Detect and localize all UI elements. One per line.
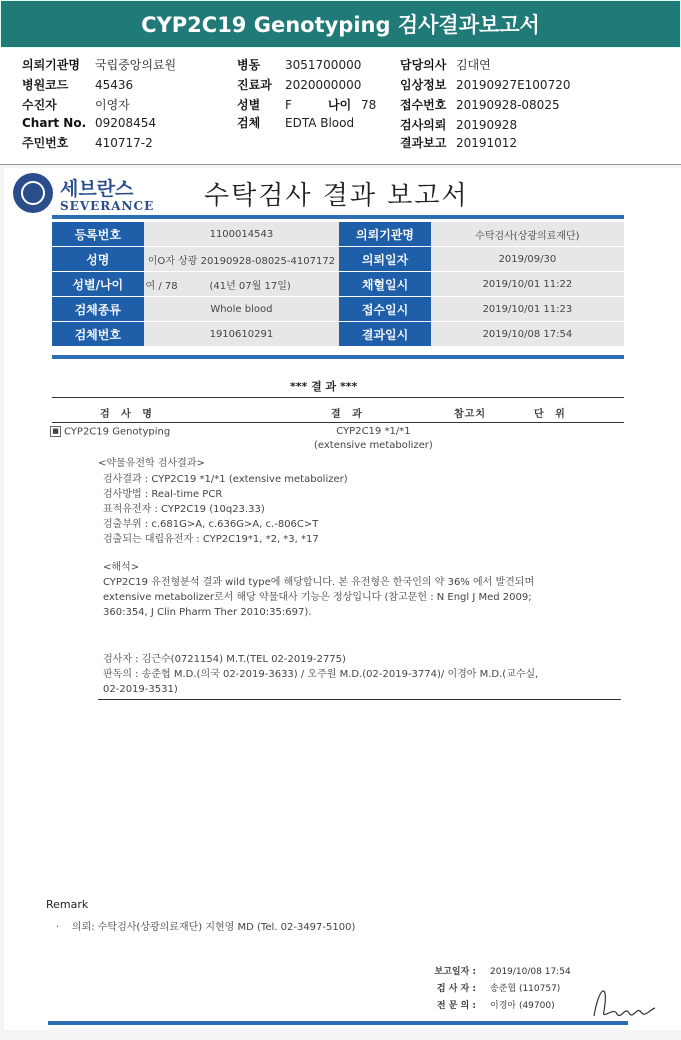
field-label: 결과일시: [339, 322, 431, 347]
results-header: *** 결 과 ***: [290, 380, 358, 393]
interp-line: CYP2C19 유전형분석 결과 wild type에 해당합니다. 본 유전형은 한국인의 약 36% 에서 발견되며: [103, 577, 535, 588]
report-document: [4, 168, 681, 1030]
field-label: 성별/나이: [52, 272, 144, 297]
field-value: 2019/09/30: [431, 247, 624, 272]
signoff-label: 보고일자 :: [434, 967, 476, 977]
info-value: 2020000000: [285, 78, 362, 92]
signoff-label: 검 사 자 :: [436, 984, 476, 994]
info-department: [237, 76, 361, 93]
report-heading: 수탁검사 결과 보고서: [204, 181, 469, 211]
test-name-text: CYP2C19 Genotyping: [64, 426, 171, 438]
info-patient: [22, 96, 130, 113]
info-value: 45436: [95, 78, 134, 92]
field-value: 2019/10/01 11:23: [431, 297, 624, 322]
info-label: 병원코드: [22, 78, 69, 92]
info-value: 김대연: [456, 58, 491, 72]
test-result: [314, 425, 433, 453]
results-rule-top: [52, 397, 624, 398]
info-value: 20191012: [456, 136, 518, 150]
remark-text: 의뢰: 수탁검사(상광의료재단) 지현영 MD (Tel. 02-3497-5100): [71, 922, 356, 933]
table-row: [52, 247, 624, 272]
field-label: 의뢰기관명: [339, 222, 431, 247]
logo-text-en: SEVERANCE: [60, 199, 155, 213]
divider-bar-bottom: [52, 355, 624, 359]
pharm-line: 검출되는 대립유전자 : CYP2C19*1, *2, *3, *17: [103, 534, 319, 545]
info-label: Chart No.: [22, 116, 87, 130]
pharm-line: 검출부위 : c.681G>A, c.636G>A, c.-806C>T: [103, 519, 319, 530]
field-label: 의뢰일자: [339, 247, 431, 272]
examiner-line: 02-2019-3531): [103, 684, 178, 695]
info-label: 검체: [237, 116, 261, 130]
pharm-line: 검사방법 : Real-time PCR: [103, 489, 223, 500]
test-result-line: CYP2C19 *1/*1: [336, 426, 411, 437]
signoff-value: 송준협 (110757): [490, 984, 561, 994]
pharm-line: 표적유전자 : CYP2C19 (10q23.33): [103, 504, 265, 515]
field-value: Whole blood: [144, 297, 340, 322]
info-label: 나이: [328, 98, 352, 112]
col-header-ref: 참고치: [454, 409, 486, 420]
signoff-value: 이경아 (49700): [490, 1001, 555, 1011]
interp-line: 360:354, J Clin Pharm Ther 2010:35:697).: [103, 607, 312, 618]
signoff-label: 전 문 의 :: [436, 1001, 476, 1011]
info-value: F: [285, 98, 292, 112]
info-value: 09208454: [95, 116, 157, 130]
info-label: 결과보고: [400, 136, 447, 150]
info-report-date: [400, 134, 517, 151]
field-label: 검체번호: [52, 322, 144, 347]
info-value: 78: [361, 98, 377, 112]
field-label: 접수일시: [339, 297, 431, 322]
table-row: [52, 222, 624, 247]
info-age: [328, 96, 376, 113]
info-label: 진료과: [237, 78, 272, 92]
bullet: ·: [56, 922, 60, 933]
info-label: 담당의사: [400, 58, 447, 72]
info-institution: [22, 56, 176, 73]
info-label: 의뢰기관명: [22, 58, 80, 72]
info-hospital-code: [22, 76, 133, 93]
results-rule-mid: [52, 422, 624, 423]
header-info-panel: [0, 48, 681, 165]
col-header-result: 결 과: [331, 409, 366, 420]
info-value: 20190928-08025: [456, 98, 560, 112]
signoff-examiner: [418, 981, 560, 994]
field-label: 채혈일시: [339, 272, 431, 297]
examiner-line: 판독의 : 송준협 M.D.(의국 02-2019-3633) / 오주원 M.D.(02-2019-3774)/ 이경아 M.D.(교수실,: [103, 669, 539, 680]
info-request-date: [400, 116, 517, 133]
info-ward: [237, 56, 361, 73]
info-specimen: [237, 114, 354, 131]
pharm-line: 검사결과 : CYP2C19 *1/*1 (extensive metabolizer): [103, 474, 348, 485]
info-label: 임상정보: [400, 78, 447, 92]
field-label: 등록번호: [52, 222, 144, 247]
field-value: 이O자 상광 20190928-08025-4107172: [144, 247, 340, 272]
remark-item: [56, 918, 355, 933]
col-header-name: 검 사 명: [100, 409, 156, 420]
table-row: [52, 322, 624, 347]
results-rule-end: [98, 699, 621, 700]
field-label: 성명: [52, 247, 144, 272]
field-value: 1100014543: [144, 222, 340, 247]
test-result-line: (extensive metabolizer): [314, 440, 433, 451]
info-value: 410717-2: [95, 136, 153, 150]
handwritten-signature-icon: [589, 976, 659, 1026]
info-doctor: [400, 56, 491, 73]
field-label: 검체종류: [52, 297, 144, 322]
signoff-report-date: [418, 964, 571, 977]
table-row: [52, 272, 624, 297]
info-resident-no: [22, 134, 153, 151]
col-header-unit: 단 위: [534, 409, 569, 420]
field-value: 수탁검사(상광의료재단): [431, 222, 624, 247]
divider-bar-top: [52, 215, 624, 219]
interp-title: <해석>: [103, 562, 140, 573]
info-value: EDTA Blood: [285, 116, 355, 130]
info-value: 이영자: [95, 98, 130, 112]
info-label: 주민번호: [22, 136, 69, 150]
info-receipt-no: [400, 96, 560, 113]
info-value: 국립중앙의료원: [95, 58, 177, 72]
info-chart-no: [22, 116, 156, 130]
info-label: 수진자: [22, 98, 57, 112]
remark-title: Remark: [46, 898, 89, 911]
pharm-title: <약물유전학 검사결과>: [98, 458, 205, 469]
patient-info-table: [52, 222, 624, 347]
info-sex: [237, 96, 292, 113]
field-value: 1910610291: [144, 322, 340, 347]
signoff-specialist: [418, 998, 555, 1011]
info-label: 병동: [237, 58, 261, 72]
info-value: 3051700000: [285, 58, 362, 72]
info-clinical: [400, 76, 570, 93]
field-value: 여 / 78 (41년 07월 17일): [144, 272, 340, 297]
table-row: [52, 297, 624, 322]
logo-text-ko: 세브란스: [60, 178, 134, 200]
field-value: 2019/10/08 17:54: [431, 322, 624, 347]
info-value: 20190927E100720: [456, 78, 571, 92]
expand-box-icon: ■: [50, 426, 61, 437]
severance-seal-logo: [13, 173, 53, 213]
report-title-bar: CYP2C19 Genotyping 검사결과보고서: [0, 0, 681, 48]
footer-bar: [48, 1021, 628, 1025]
examiner-line: 검사자 : 김근수(0721154) M.T.(TEL 02-2019-2775): [103, 654, 346, 665]
signoff-value: 2019/10/08 17:54: [490, 967, 571, 977]
info-value: 20190928: [456, 118, 518, 132]
info-label: 접수번호: [400, 98, 447, 112]
info-label: 검사의뢰: [400, 118, 447, 132]
info-label: 성별: [237, 98, 261, 112]
interp-line: extensive metabolizer로서 해당 약물대사 기능은 정상입니다 (참고문헌 : N Engl J Med 2009;: [103, 592, 532, 603]
test-name: [50, 426, 170, 438]
field-value: 2019/10/01 11:22: [431, 272, 624, 297]
